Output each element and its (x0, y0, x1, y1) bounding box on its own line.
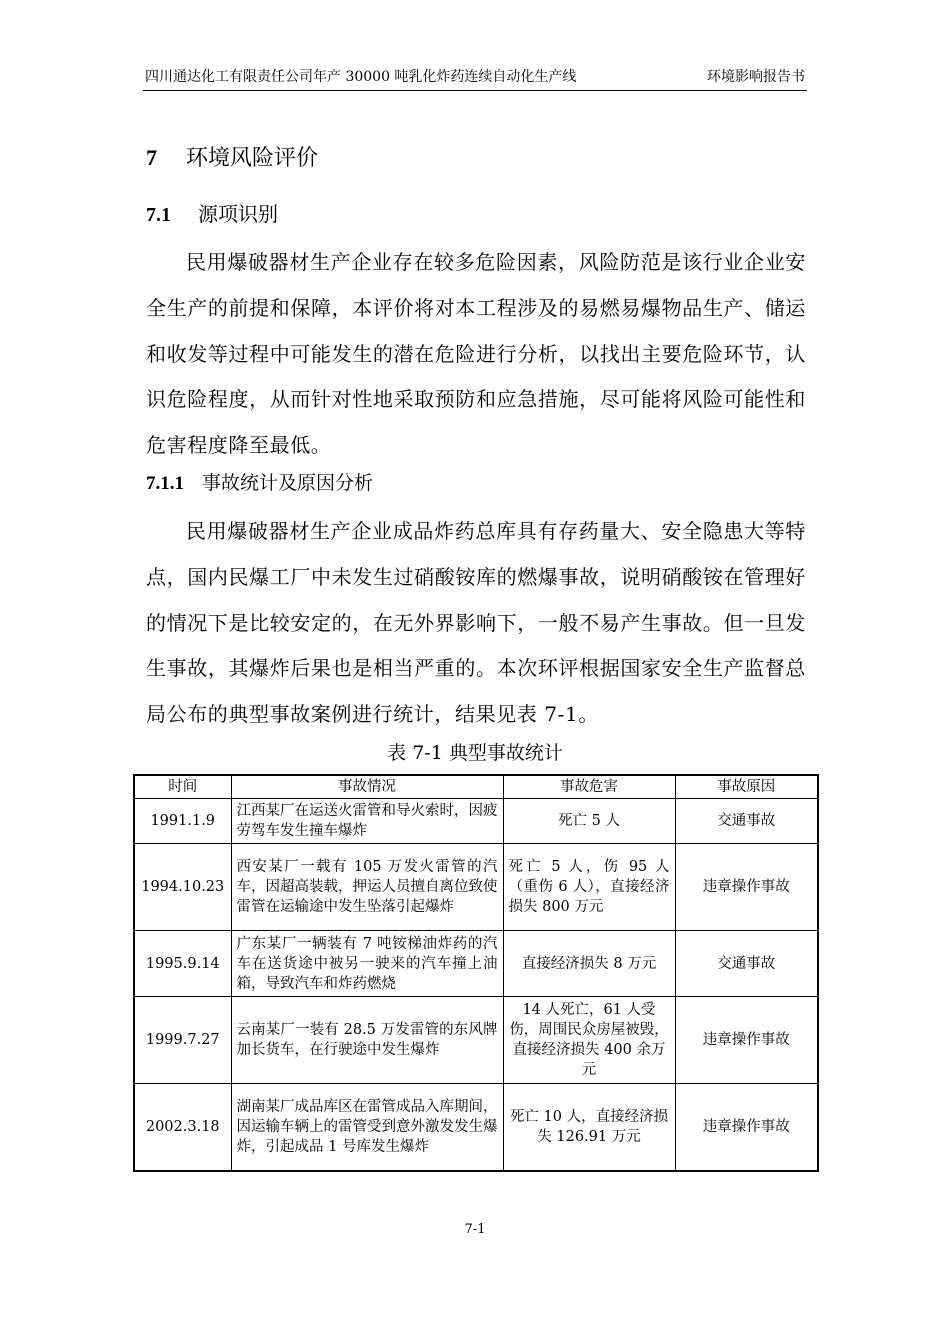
cell-time: 2002.3.18 (134, 1084, 231, 1171)
cell-harm: 死亡 10 人，直接经济损失 126.91 万元 (503, 1084, 675, 1171)
cell-description: 江西某厂在运送火雷管和导火索时，因疲劳驾车发生撞车爆炸 (231, 799, 503, 844)
table-caption: 表 7-1 典型事故统计 (387, 742, 563, 764)
paragraph-source-identification: 民用爆破器材生产企业存在较多危险因素，风险防范是该行业企业安全生产的前提和保障，本评价将对本工程涉及的易燃易爆物品生产、储运和收发等过程中可能发生的潜在危险进行分析，以找出主要危险环节，认识危险程度，从而针对性地采取预防和应急措施，尽可能将风险可能性和危害程度降至最低。 (146, 250, 806, 458)
table-row (134, 1084, 818, 1171)
table-row (134, 931, 818, 997)
cell-time: 1995.9.14 (134, 931, 231, 997)
cell-description: 广东某厂一辆装有 7 吨铵梯油炸药的汽车在送货途中被另一驶来的汽车撞上油箱，导致汽车和炸药燃烧 (231, 931, 503, 997)
cell-cause: 违章操作事故 (675, 844, 818, 931)
header-accident-harm: 事故危害 (503, 775, 675, 799)
cell-cause: 交通事故 (675, 931, 818, 997)
cell-time: 1999.7.27 (134, 997, 231, 1084)
cell-time: 1991.1.9 (134, 799, 231, 844)
cell-cause: 违章操作事故 (675, 997, 818, 1084)
table-header-row (134, 775, 818, 799)
cell-description: 西安某厂一载有 105 万发火雷管的汽车，因超高装载，押运人员擅自离位致使雷管在运输途中发生坠落引起爆炸 (231, 844, 503, 931)
table-row (134, 799, 818, 844)
cell-description: 湖南某厂成品库区在雷管成品入库期间，因运输车辆上的雷管受到意外激发发生爆炸，引起成品 1 号库发生爆炸 (231, 1084, 503, 1171)
subsection-number: 7.1.1 (146, 473, 184, 494)
header-left: 四川通达化工有限责任公司年产 30000 吨乳化炸药连续自动化生产线 (145, 69, 577, 85)
cell-harm: 死亡 5 人 (503, 799, 675, 844)
header-accident-description: 事故情况 (231, 775, 503, 799)
table-row (134, 844, 818, 931)
section-number: 7.1 (146, 204, 171, 226)
cell-harm: 14 人死亡，61 人受伤，周围民众房屋被毁，直接经济损失 400 余万元 (503, 997, 675, 1084)
section-title: 源项识别 (198, 202, 278, 226)
header-right: 环境影响报告书 (707, 69, 805, 85)
subsection-title: 事故统计及原因分析 (202, 472, 374, 494)
cell-time: 1994.10.23 (134, 844, 231, 931)
table-row (134, 997, 818, 1084)
chapter-title: 环境风险评价 (186, 146, 319, 171)
cell-harm: 直接经济损失 8 万元 (503, 931, 675, 997)
cell-harm: 死亡 5 人，伤 95 人（重伤 6 人），直接经济损失 800 万元 (503, 844, 675, 931)
running-header (143, 64, 807, 91)
chapter-number: 7 (146, 145, 157, 170)
page-number: 7-1 (464, 1222, 486, 1237)
subsection-heading (146, 468, 373, 499)
paragraph-accident-statistics: 民用爆破器材生产企业成品炸药总库具有存药量大、安全隐患大等特点，国内民爆工厂中未发生过硝酸铵库的燃爆事故，说明硝酸铵在管理好的情况下是比较安定的，在无外界影响下，一般不易产生事故。但一旦发生事故，其爆炸后果也是相当严重的。本次环评根据国家安全生产监督总局公布的典型事故案例进行统计，结果见表 7-1。 (146, 519, 806, 727)
cell-cause: 违章操作事故 (675, 1084, 818, 1171)
cell-description: 云南某厂一装有 28.5 万发雷管的东风牌加长货车，在行驶途中发生爆炸 (231, 997, 503, 1084)
accident-statistics-table (133, 774, 819, 1172)
chapter-heading (146, 142, 318, 175)
header-time: 时间 (134, 775, 231, 799)
header-accident-cause: 事故原因 (675, 775, 818, 799)
section-heading (146, 199, 278, 230)
cell-cause: 交通事故 (675, 799, 818, 844)
